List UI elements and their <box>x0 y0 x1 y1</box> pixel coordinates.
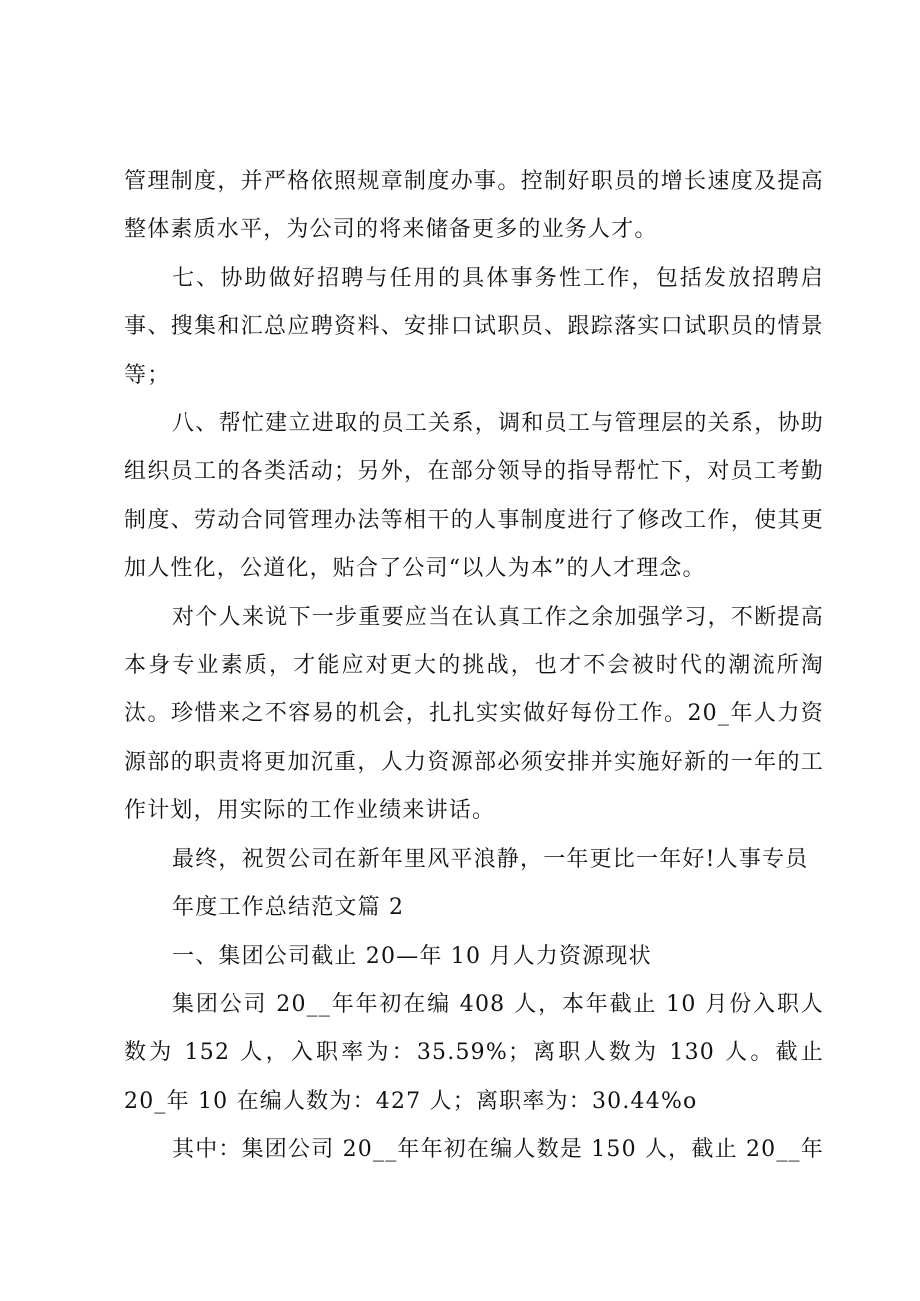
paragraph-personal-plan: 对个人来说下一步重要应当在认真工作之余加强学习，不断提高本身专业素质，才能应对更大的挑战，也才不会被时代的潮流所淘汰。珍惜来之不容易的机会，扎扎实实做好每份工作。20_年人力资源部的职责将更加沉重，人力资源部必须安排并实施好新的一年的工作计划，用实际的工作业绩来讲话。 <box>124 604 824 824</box>
paragraph-hr-statistics-continued: 其中：集团公司 20__年年初在编人数是 150 人，截止 20__年 <box>172 1137 824 1163</box>
paragraph-management-system: 管理制度，并严格依照规章制度办事。控制好职员的增长速度及提高整体素质水平，为公司的将来储备更多的业务人才。 <box>124 169 824 243</box>
paragraph-section-title: 年度工作总结范文篇 2 <box>172 895 405 921</box>
paragraph-hr-statistics: 集团公司 20__年年初在编 408 人，本年截止 10 月份入职人数为 152 人，入职率为：35.59%；离职人数为 130 人。截止 20_年 10 在编人数为：427 人；离职率为：30.44%o <box>124 991 824 1114</box>
paragraph-closing-wishes: 最终，祝贺公司在新年里风平浪静，一年更比一年好!人事专员 <box>172 846 809 872</box>
document-body <box>124 158 824 1175</box>
paragraph-recruitment-item-7: 七、协助做好招聘与任用的具体事务性工作，包括发放招聘启事、搜集和汇总应聘资料、安排口试职员、跟踪落实口试职员的情景等； <box>124 265 824 388</box>
paragraph-employee-relations-item-8: 八、帮忙建立进取的员工关系，调和员工与管理层的关系，协助组织员工的各类活动；另外，在部分领导的指导帮忙下，对员工考勤制度、劳动合同管理办法等相干的人事制度进行了修改工作，使其更加人性化，公道化，贴合了公司“以人为本”的人才理念。 <box>124 411 824 582</box>
paragraph-hr-status-heading: 一、集团公司截止 20—年 10 月人力资源现状 <box>172 943 652 969</box>
